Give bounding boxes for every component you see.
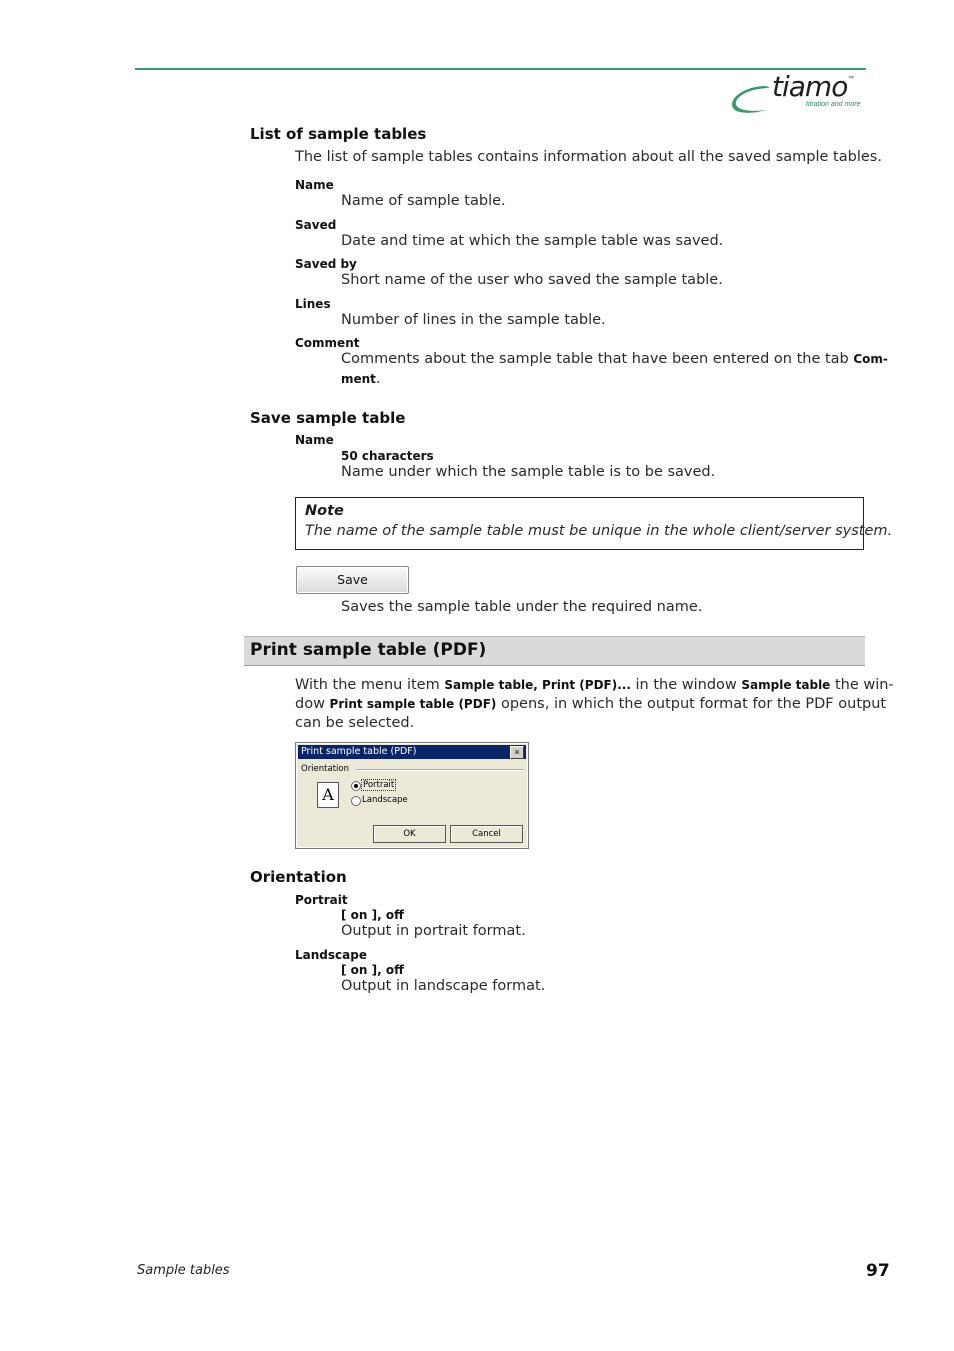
tiamo-logo xyxy=(726,72,868,118)
note-text: The name of the sample table must be unique in the whole client/server system. xyxy=(305,523,893,539)
print-text: dow xyxy=(295,696,325,712)
desc-comment-cont xyxy=(341,371,381,387)
print-text: opens, in which the output format for the PDF output xyxy=(500,696,887,712)
landscape-desc: Output in landscape format. xyxy=(341,978,546,994)
logo-trademark: ™ xyxy=(848,76,854,82)
header-rule xyxy=(135,68,866,70)
desc-comment xyxy=(341,351,888,367)
cancel-button[interactable]: Cancel xyxy=(450,825,523,843)
save-button-desc: Saves the sample table under the required name. xyxy=(341,599,703,615)
menu-item-ref: Sample table, Print (PDF)... xyxy=(444,678,631,692)
landscape-value: [ on ], off xyxy=(341,963,404,977)
orientation-heading: Orientation xyxy=(250,868,347,886)
group-divider xyxy=(356,769,524,771)
page-number: 97 xyxy=(866,1261,890,1281)
term-landscape: Landscape xyxy=(295,948,367,962)
portrait-radio[interactable] xyxy=(351,781,361,791)
note-title: Note xyxy=(305,503,344,519)
save-term-name: Name xyxy=(295,433,334,447)
list-heading: List of sample tables xyxy=(250,125,427,143)
term-portrait: Portrait xyxy=(295,893,348,907)
window-ref: Sample table xyxy=(741,678,831,692)
footer-section-name: Sample tables xyxy=(137,1263,230,1278)
dialog-titlebar xyxy=(298,745,526,759)
save-value: 50 characters xyxy=(341,449,434,463)
section-title: Print sample table (PDF) xyxy=(250,640,487,660)
print-dialog xyxy=(295,742,529,849)
print-para-line2 xyxy=(295,696,886,712)
term-saved-by: Saved by xyxy=(295,257,357,271)
term-saved: Saved xyxy=(295,218,337,232)
close-icon[interactable]: × xyxy=(510,746,524,759)
save-button[interactable]: Save xyxy=(296,566,409,594)
logo-tagline: titration and more xyxy=(806,101,861,108)
desc-comment-tab-b: ment xyxy=(341,372,376,386)
term-comment: Comment xyxy=(295,336,360,350)
dialog-ref: Print sample table (PDF) xyxy=(329,697,497,711)
desc-name: Name of sample table. xyxy=(341,193,506,209)
ok-button[interactable]: OK xyxy=(373,825,446,843)
save-heading: Save sample table xyxy=(250,409,406,427)
print-para-line3: can be selected. xyxy=(295,715,415,731)
print-text: the win- xyxy=(834,677,894,693)
print-para-line1 xyxy=(295,677,894,693)
dialog-title: Print sample table (PDF) xyxy=(301,746,417,757)
print-text: in the window xyxy=(635,677,737,693)
logo-wordmark: tiamo xyxy=(772,70,848,103)
landscape-radio[interactable] xyxy=(351,796,361,806)
orientation-group-label: Orientation xyxy=(301,764,349,774)
desc-lines: Number of lines in the sample table. xyxy=(341,312,606,328)
desc-saved-by: Short name of the user who saved the sample table. xyxy=(341,272,723,288)
term-lines: Lines xyxy=(295,297,331,311)
desc-comment-tab-a: Com- xyxy=(853,352,888,366)
note-box xyxy=(295,497,893,550)
list-intro: The list of sample tables contains information about all the saved sample tables. xyxy=(295,149,882,165)
portrait-value: [ on ], off xyxy=(341,908,404,922)
landscape-label[interactable]: Landscape xyxy=(362,795,408,805)
portrait-desc: Output in portrait format. xyxy=(341,923,526,939)
section-bar xyxy=(244,636,865,666)
page-icon: A xyxy=(317,782,339,808)
portrait-label[interactable]: Portrait xyxy=(363,780,395,790)
save-desc: Name under which the sample table is to be saved. xyxy=(341,464,716,480)
print-text: With the menu item xyxy=(295,677,440,693)
term-name: Name xyxy=(295,178,334,192)
desc-comment-text: Comments about the sample table that have been entered on the tab xyxy=(341,351,849,367)
desc-saved: Date and time at which the sample table was saved. xyxy=(341,233,724,249)
desc-comment-tail: . xyxy=(375,371,381,387)
